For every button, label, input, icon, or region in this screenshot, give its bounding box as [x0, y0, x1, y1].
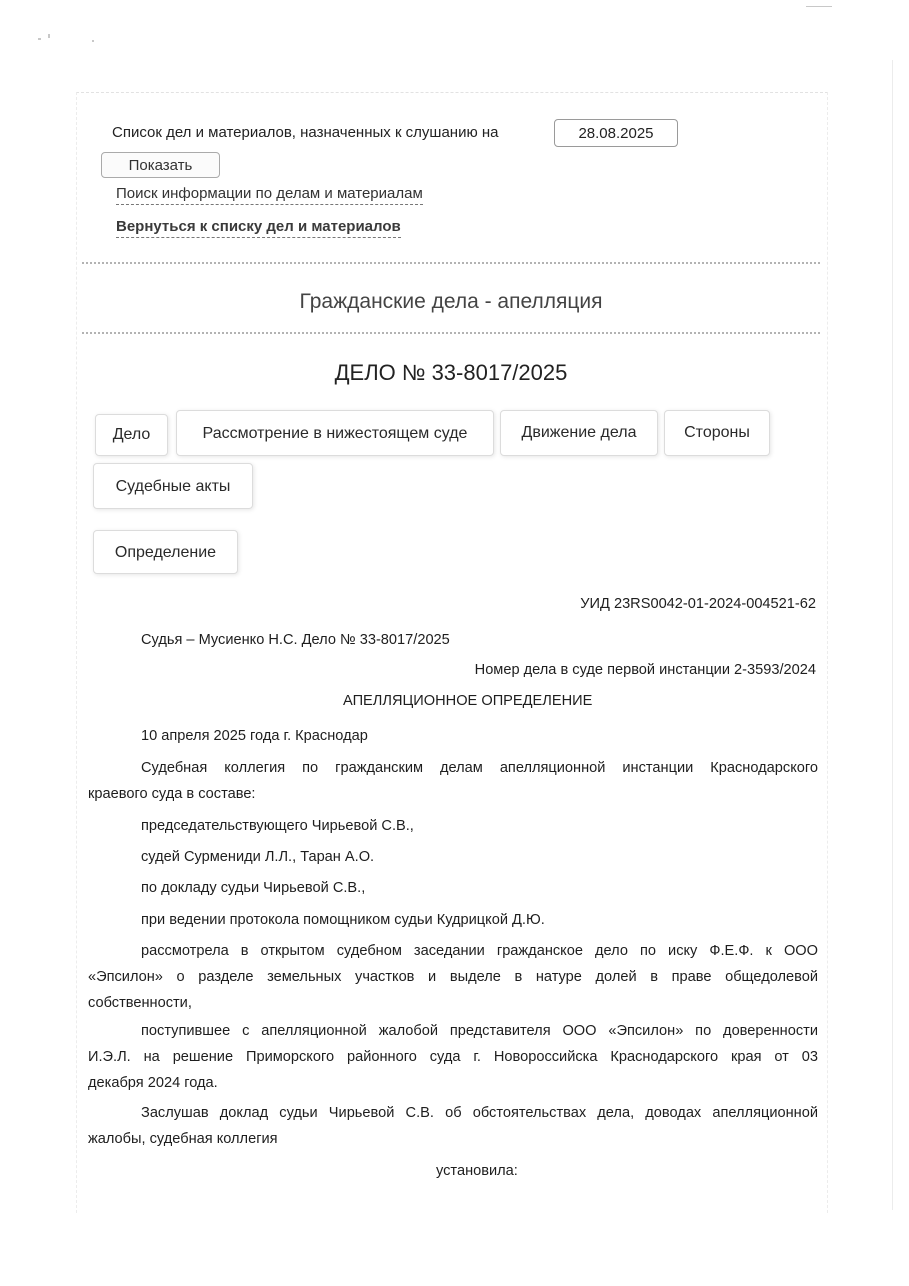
back-to-list-link[interactable]: Вернуться к списку дел и материалов [116, 218, 401, 238]
paragraph-line: декабря 2024 года. [88, 1075, 218, 1091]
paragraph-line: краевого суда в составе: [88, 786, 256, 802]
scan-speck [48, 34, 50, 38]
search-info-link[interactable]: Поиск информации по делам и материалам [116, 185, 423, 205]
hearing-date-input[interactable]: 28.08.2025 [554, 119, 678, 147]
presiding-line: председательствующего Чирьевой С.В., [141, 818, 414, 834]
hearing-list-label: Список дел и материалов, назначенных к слушанию на [112, 124, 499, 141]
paragraph-line: собственности, [88, 995, 192, 1011]
uid-line: УИД 23RS0042-01-2024-004521-62 [580, 596, 816, 612]
judges-line: судей Сурмениди Л.Л., Таран А.О. [141, 849, 375, 865]
first-instance-line: Номер дела в суде первой инстанции 2-3593/2024 [474, 662, 816, 678]
show-button[interactable]: Показать [101, 152, 220, 178]
scan-speck [892, 60, 893, 1210]
scan-speck [92, 40, 94, 42]
paragraph-line: поступившее с апелляционной жалобой представителя ООО «Эпсилон» по доверенности [141, 1023, 818, 1039]
section-title: Гражданские дела - апелляция [299, 290, 603, 313]
paragraph-line: рассмотрела в открытом судебном заседании гражданское дело по иску Ф.Е.Ф. к ООО [141, 943, 818, 959]
tab-ruling[interactable]: Определение [93, 530, 238, 574]
scan-speck [38, 38, 41, 40]
case-title: ДЕЛО № 33-8017/2025 [334, 360, 568, 385]
report-line: по докладу судьи Чирьевой С.В., [141, 880, 366, 896]
tab-case-movement[interactable]: Движение дела [500, 410, 658, 456]
tab-lower-court[interactable]: Рассмотрение в нижестоящем суде [176, 410, 494, 456]
divider [82, 332, 820, 334]
paragraph-line: «Эпсилон» о разделе земельных участков и выделе в натуре долей в праве общедолевой [88, 969, 818, 985]
paragraph-line: Заслушав доклад судьи Чирьевой С.В. об обстоятельствах дела, доводах апелляционной [141, 1105, 818, 1121]
paragraph-line: И.Э.Л. на решение Приморского районного суда г. Новороссийска Краснодарского края от 03 [88, 1049, 818, 1065]
tab-court-acts[interactable]: Судебные акты [93, 463, 253, 509]
document-heading: АПЕЛЛЯЦИОННОЕ ОПРЕДЕЛЕНИЕ [343, 693, 593, 709]
paragraph-line: жалобы, судебная коллегия [88, 1131, 278, 1147]
divider [82, 262, 820, 264]
judge-line: Судья – Мусиенко Н.С. Дело № 33-8017/2025 [141, 632, 450, 648]
scan-speck [806, 6, 832, 7]
tab-case[interactable]: Дело [95, 414, 168, 456]
date-place-line: 10 апреля 2025 года г. Краснодар [141, 728, 368, 744]
established-line: установила: [436, 1163, 518, 1179]
tab-parties[interactable]: Стороны [664, 410, 770, 456]
paragraph-line: Судебная коллегия по гражданским делам апелляционной инстанции Краснодарского [141, 760, 818, 776]
secretary-line: при ведении протокола помощником судьи Кудрицкой Д.Ю. [141, 912, 545, 928]
page-frame [76, 92, 828, 1213]
